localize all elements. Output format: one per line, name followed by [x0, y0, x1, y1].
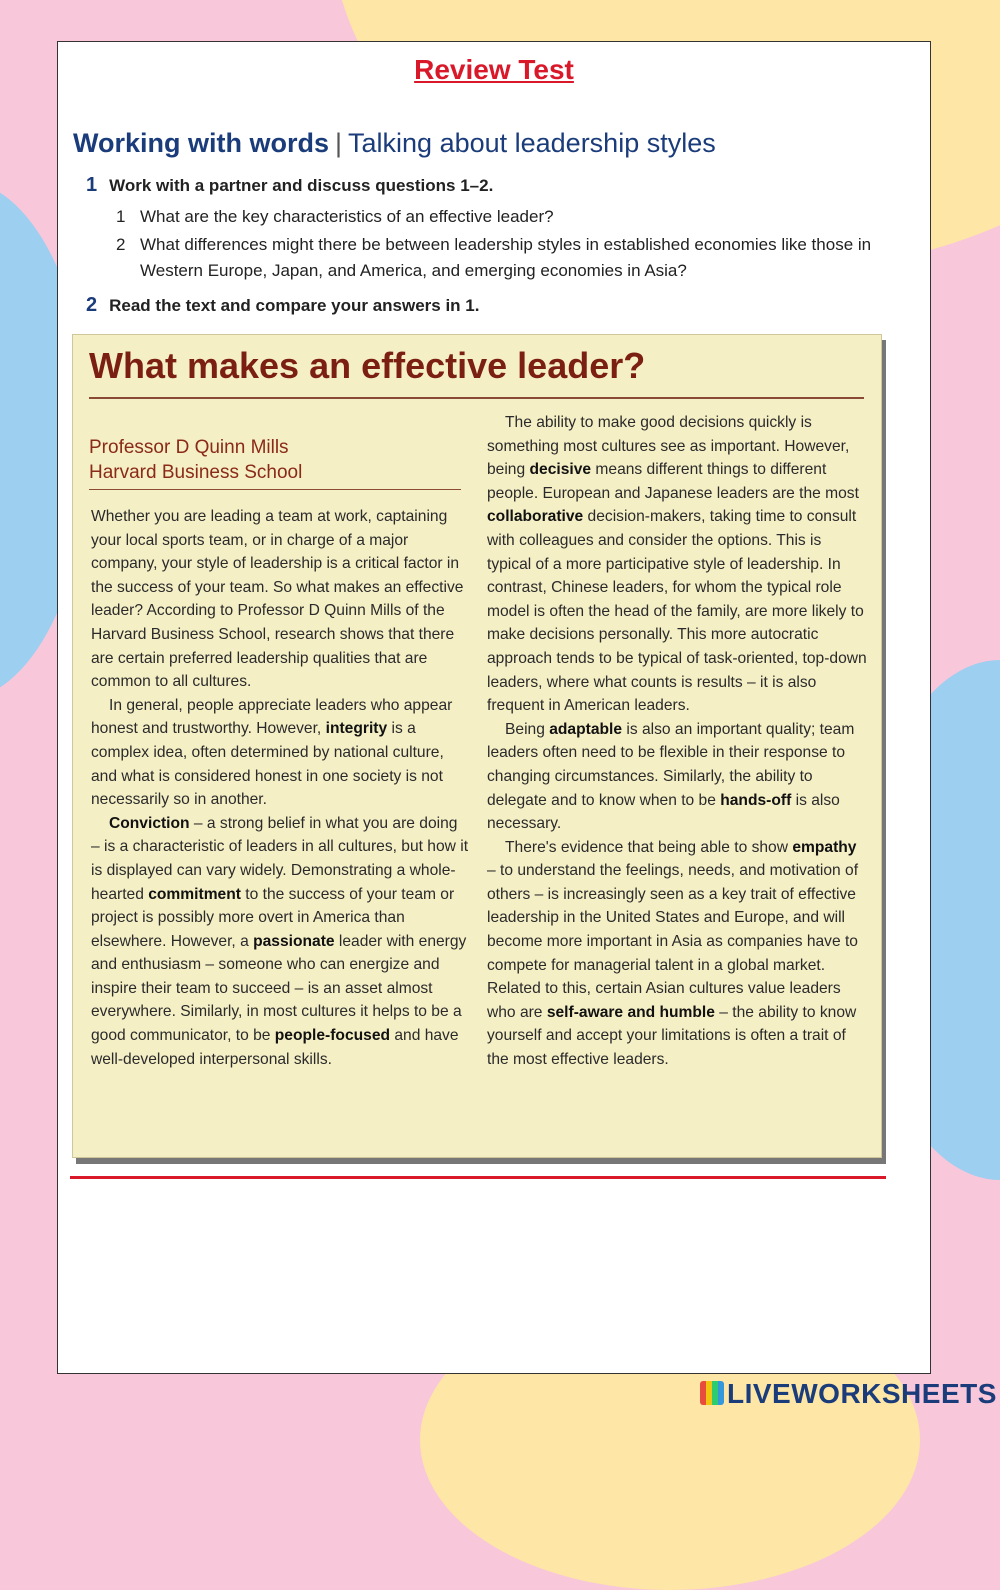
article-box: [72, 334, 882, 1158]
keyword: integrity: [325, 720, 388, 738]
article-column-left: [91, 505, 469, 1071]
paragraph: [91, 694, 469, 812]
exercise-1-instruction: Work with a partner and discuss questions 1–2.: [109, 176, 494, 195]
exercise-2-instruction: Read the text and compare your answers in 1.: [109, 296, 480, 315]
liveworksheets-logo-icon: [700, 1381, 724, 1405]
paragraph: [487, 411, 867, 718]
text-span: decision-makers, taking time to consult with colleagues and consider the options. This is typical of a more participative style of leadership. In contrast, Chinese leaders, for whom the typical role model is often the head of the family, are more likely to make decisions personally. This more autocratic approach tends to be typical of task-oriented, top-down leaders, where what counts is results – it is also frequent in American leaders.: [487, 508, 867, 715]
text-span: In general, people appreciate leaders who appear honest and trustworthy. However,: [91, 696, 453, 738]
unit-heading: [73, 128, 716, 159]
keyword: hands-off: [720, 791, 792, 809]
keyword: collaborative: [487, 508, 584, 526]
keyword: commitment: [148, 885, 241, 903]
article-title: What makes an effective leader?: [89, 345, 646, 386]
paragraph: Whether you are leading a team at work, captaining your local sports team, or in charge of a major company, your style of leadership is a critical factor in the success of your team. So what makes an effective leader? According to Professor D Quinn Mills of the Harvard Business School, research shows that there are certain preferred leadership qualities that are common to all cultures.: [91, 508, 464, 691]
review-title: Review Test: [414, 54, 574, 85]
exercise-1: [86, 174, 493, 197]
exercise-2: [86, 294, 479, 317]
text-span: Being: [505, 720, 545, 738]
brand-name: LIVEWORKSHEETS: [727, 1378, 997, 1409]
divider-line: [70, 1176, 886, 1179]
question-1-text: What are the key characteristics of an effective leader?: [140, 207, 554, 226]
question-2-text: What differences might there be between leadership styles in established economies like those in Western Europe, Japan, and America, and emerging economies in Asia?: [140, 235, 872, 280]
exercise-1-number: 1: [86, 174, 98, 196]
text-span: means different things to different people. European and Japanese leaders are the most: [487, 461, 859, 502]
question-1-number: 1: [116, 207, 126, 226]
keyword: people-focused: [274, 1027, 391, 1045]
exercise-2-number: 2: [86, 294, 98, 316]
unit-heading-subtitle: Talking about leadership styles: [348, 128, 716, 158]
text-span: There's evidence that being able to show: [505, 838, 788, 856]
text-span: The ability to make good decisions quickly is something most cultures see as important. However, being: [487, 414, 850, 479]
keyword: Conviction: [109, 814, 190, 832]
liveworksheets-logo: [700, 1378, 997, 1410]
unit-heading-title: Working with words: [73, 128, 329, 158]
keyword: self-aware and humble: [546, 1003, 715, 1021]
text-span: is also necessary.: [487, 791, 840, 833]
article-author: [89, 435, 302, 485]
text-span: is also an important quality; team leaders often need to be flexible in their response to changing circumstances. Similarly, the ability to delegate and to know when to be: [487, 720, 855, 809]
author-rule: [89, 489, 461, 490]
keyword: empathy: [792, 838, 857, 856]
unit-heading-separator: |: [335, 128, 343, 158]
author-affiliation: Harvard Business School: [89, 462, 303, 483]
paragraph: [91, 812, 469, 1072]
text-span: and have well-developed interpersonal skills.: [91, 1027, 459, 1068]
text-span: – the ability to know yourself and accept your limitations is often a trait of the most effective leaders.: [487, 1003, 857, 1069]
question-1: [116, 204, 896, 230]
question-2: [116, 232, 930, 284]
text-span: is a complex idea, often determined by national culture, and what is considered honest in one society is not necessarily so in another.: [91, 720, 444, 809]
text-span: – a strong belief in what you are doing – is a characteristic of leaders in all cultures, but how it is displayed can vary widely. Demonstrating a whole-hearted: [91, 814, 469, 903]
article-column-right: [487, 411, 867, 1072]
paragraph: [487, 718, 867, 836]
keyword: passionate: [253, 932, 335, 950]
worksheet-page: [57, 41, 931, 1374]
text-span: – to understand the feelings, needs, and motivation of others – is increasingly seen as a key trait of effective leadership in the United States and Europe, and will become more important in Asia as companies have to compete for managerial talent in a global market. Related to this, certain Asian cultures value leaders who are: [487, 862, 859, 1021]
text-span: to the success of your team or project is possibly more overt in America than elsewhere. However, a: [91, 885, 455, 950]
article-title-rule: [89, 397, 864, 399]
keyword: adaptable: [549, 720, 623, 738]
question-2-number: 2: [116, 235, 126, 254]
paragraph: [487, 836, 867, 1072]
keyword: decisive: [529, 461, 592, 479]
text-span: leader with energy and enthusiasm – someone who can energize and inspire their team to succeed – is an asset almost everywhere. Similarly, in most cultures it helps to be a good communicator, to be: [91, 932, 467, 1045]
author-name: Professor D Quinn Mills: [89, 437, 289, 458]
